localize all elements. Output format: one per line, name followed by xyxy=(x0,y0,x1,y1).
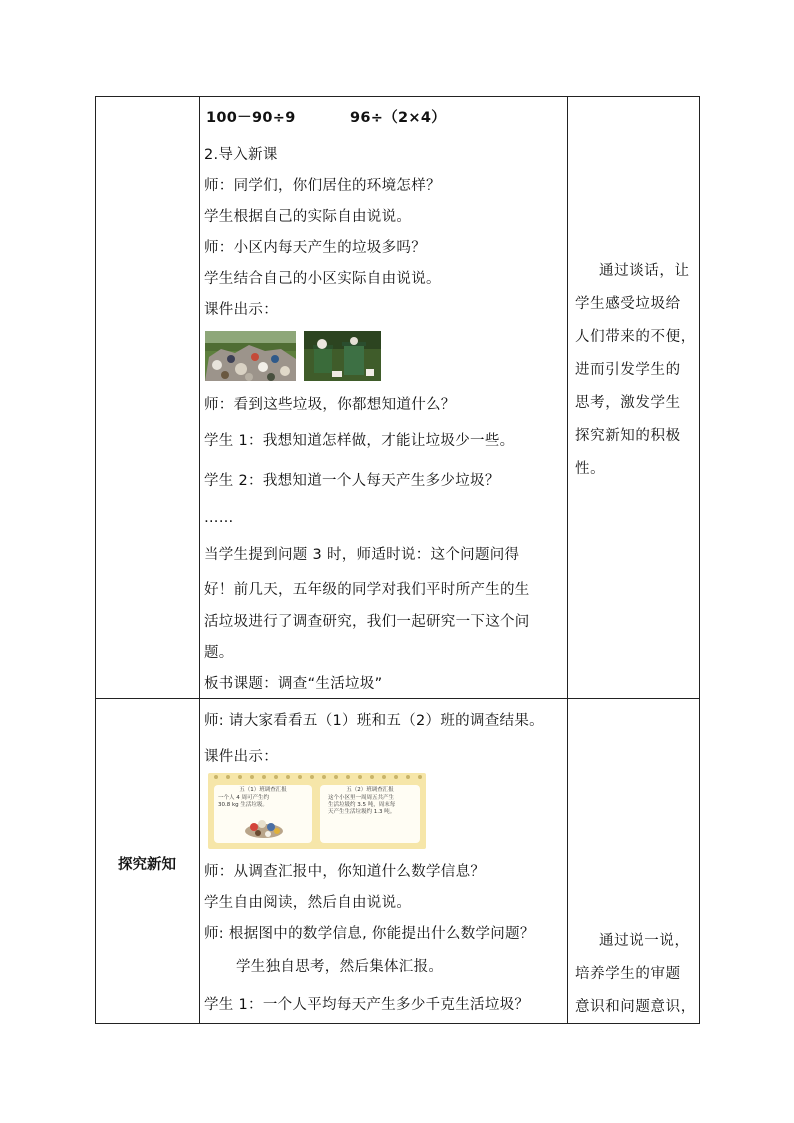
text-line: 学生 1：一个人平均每天产生多少千克生活垃圾？ xyxy=(204,997,530,1013)
text-line: 师: 请大家看看五（1）班和五（2）班的调查结果。 xyxy=(204,713,544,729)
table-top-border xyxy=(95,96,700,97)
class2-text: 这个小区里一周周五共产生生活垃圾约 3.5 吨，周末每天产生生活垃圾约 1.3 吨。 xyxy=(328,795,396,815)
expression-2: 96÷（2×4） xyxy=(350,110,447,126)
text-line: 当学生提到问题 3 时，师适时说：这个问题问得 xyxy=(204,547,520,563)
section-label: 探究新知 xyxy=(118,857,176,873)
note-line: 培养学生的审题 xyxy=(575,966,681,982)
ellipsis: …… xyxy=(204,510,234,526)
trash-bin-photo xyxy=(304,331,381,381)
text-line: 学生 1：我想知道怎样做，才能让垃圾少一些。 xyxy=(204,433,515,449)
text-line: 学生根据自己的实际自由说说。 xyxy=(204,209,412,225)
design-intent-note-1 xyxy=(575,255,695,486)
note-line: 思考，激发学生 xyxy=(575,395,681,411)
table-right-border xyxy=(699,96,700,1024)
class2-report xyxy=(320,785,420,843)
notebook-rings xyxy=(208,773,426,781)
text-line: 师：看到这些垃圾，你都想知道什么？ xyxy=(204,397,456,413)
text-line: 学生自由阅读，然后自由说说。 xyxy=(204,895,412,911)
class2-title: 五（2）班调查汇报 xyxy=(346,787,394,793)
lesson-title-line: 板书课题：调查“生活垃圾” xyxy=(204,676,383,692)
text-line: 师：小区内每天产生的垃圾多吗？ xyxy=(204,240,426,256)
text-line: 学生独自思考，然后集体汇报。 xyxy=(236,959,444,975)
text-line: 好！前几天，五年级的同学对我们平时所产生的生 xyxy=(204,582,530,598)
row-divider xyxy=(95,698,700,699)
note-line: 进而引发学生的 xyxy=(575,362,681,378)
note-line: 通过谈话，让 xyxy=(599,263,690,279)
note-line: 性。 xyxy=(575,461,606,477)
garbage-items-icon xyxy=(244,815,284,839)
text-line: 学生 2：我想知道一个人每天产生多少垃圾？ xyxy=(204,473,500,489)
note-line: 探究新知的积极 xyxy=(575,428,681,444)
note-line: 学生感受垃圾给 xyxy=(575,296,681,312)
text-line: 师：从调查汇报中，你知道什么数学信息？ xyxy=(204,864,486,880)
note-line: 人们带来的不便， xyxy=(575,329,696,345)
text-line: 活垃圾进行了调查研究，我们一起研究一下这个问 xyxy=(204,614,530,630)
class1-text: 一个人 4 周可产生约 30.8 kg 生活垃圾。 xyxy=(218,795,269,808)
class1-title: 五（1）班调查汇报 xyxy=(239,787,287,793)
text-line: 课件出示： xyxy=(204,749,278,765)
column-divider-2 xyxy=(567,96,568,1024)
text-line: 课件出示： xyxy=(204,302,278,318)
table-left-border xyxy=(95,96,96,1024)
garbage-pile-photo xyxy=(205,331,296,381)
expression-1: 100－90÷9 xyxy=(206,110,296,126)
text-line: 题。 xyxy=(204,645,234,661)
design-intent-note-2 xyxy=(575,925,695,1024)
note-line: 通过说一说， xyxy=(599,933,690,949)
survey-report-card xyxy=(208,773,426,849)
text-line: 学生结合自己的小区实际自由说说。 xyxy=(204,271,441,287)
note-line: 意识和问题意识， xyxy=(575,999,696,1015)
text-line: 师：同学们，你们居住的环境怎样？ xyxy=(204,178,441,194)
step-heading: 2.导入新课 xyxy=(204,147,278,163)
class1-report xyxy=(214,785,312,843)
column-divider-1 xyxy=(199,96,200,1024)
text-line: 师: 根据图中的数学信息, 你能提出什么数学问题？ xyxy=(204,926,535,942)
